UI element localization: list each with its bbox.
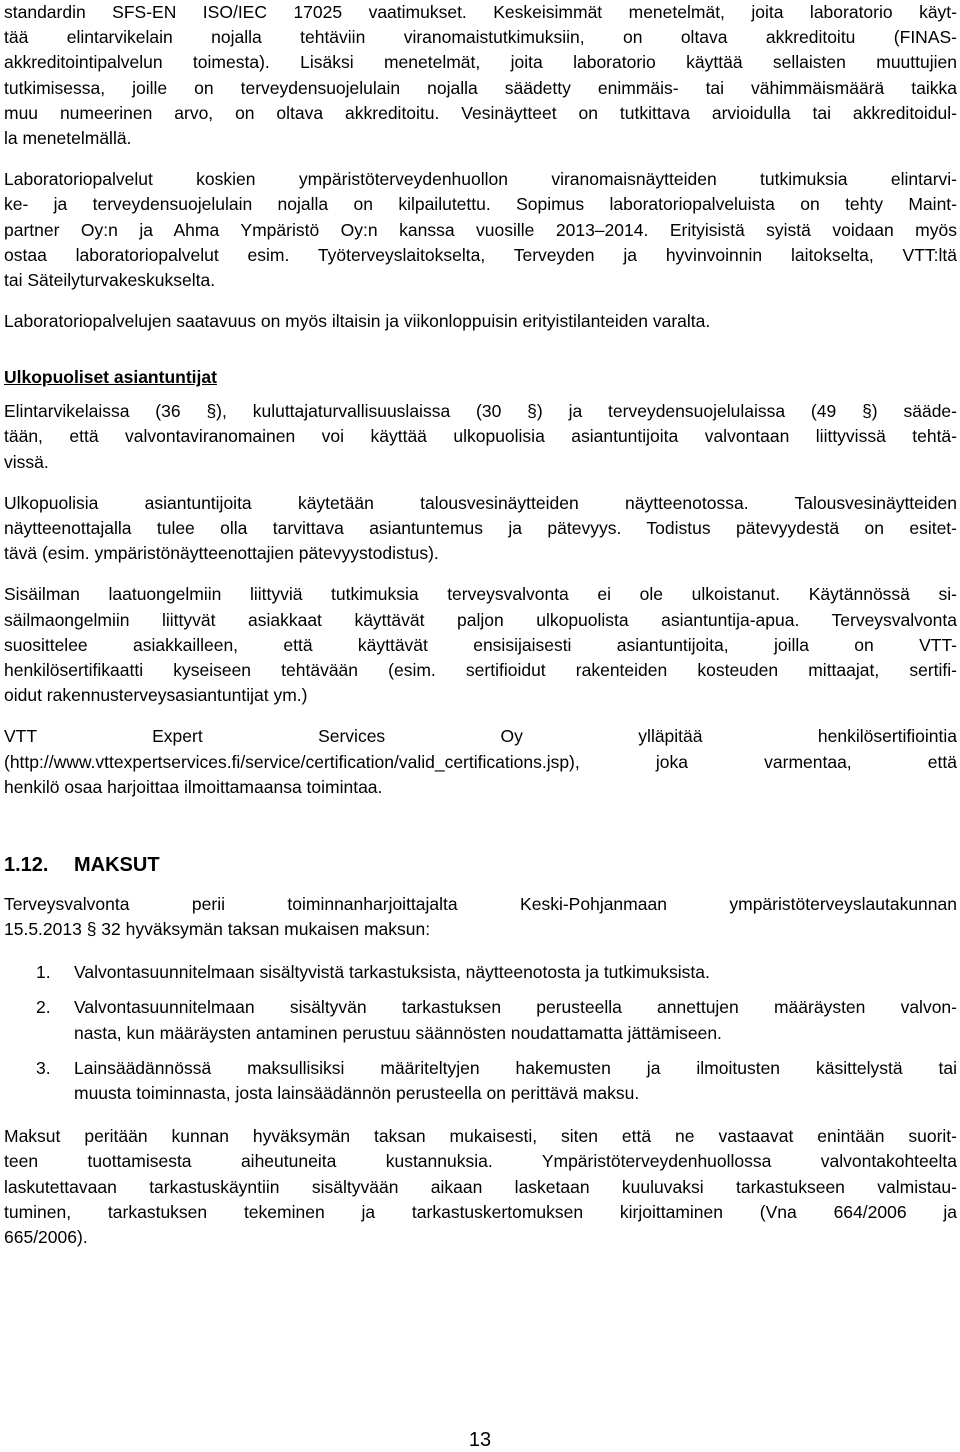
- text-line: henkilö osaa harjoittaa ilmoittamaansa toimintaa.: [4, 776, 383, 797]
- text-line: ke- ja terveydensuojelulain nojalla on kilpailutettu. Sopimus laboratoriopalveluista on tehty Maint-: [4, 194, 957, 215]
- text-line: teen tuottamisesta aiheutuneita kustannuksia. Ympäristöterveydenhuollossa valvontakohteelta: [4, 1151, 957, 1172]
- list-item: [4, 960, 957, 985]
- text-line: suosittelee asiakkailleen, että käyttävät ensisijaisesti asiantuntijoita, joilla on VTT-: [4, 634, 957, 655]
- list-number: 3.: [36, 1057, 51, 1078]
- text-line: tai Säteilyturvakeskukselta.: [4, 269, 216, 290]
- text-line: Ulkopuolisia asiantuntijoita käytetään talousvesinäytteiden näytteenotossa. Talousvesinäytteiden: [4, 492, 957, 513]
- text-line: tutkimisessa, joille on terveydensuojelulain nojalla säädetty enimmäis- tai vähimmäismäärä taikka: [4, 77, 957, 98]
- text-line: Terveysvalvonta perii toiminnanharjoittajalta Keski-Pohjanmaan ympäristöterveyslautakunnan: [4, 893, 957, 914]
- paragraph-indoor-air: [4, 582, 957, 708]
- list-item: [4, 995, 957, 1045]
- list-number: 1.: [36, 962, 51, 983]
- paragraph-fee-intro: [4, 892, 957, 942]
- list-item: [4, 1056, 957, 1106]
- text-line: 665/2006).: [4, 1226, 88, 1247]
- text-line: 15.5.2013 § 32 hyväksymän taksan mukaisen maksun:: [4, 919, 431, 940]
- paragraph-water-sampling: [4, 491, 957, 567]
- paragraph-lab-services: [4, 167, 957, 293]
- text-line: vissä.: [4, 451, 49, 472]
- paragraph-availability: [4, 309, 957, 334]
- text-line: muusta toiminnasta, josta lainsäädännön perusteella on perittävä maksu.: [74, 1083, 640, 1103]
- section-heading-fees: [4, 851, 957, 879]
- text-line: näytteenottajalla tulee olla tarvittava asiantuntemus ja pätevyys. Todistus pätevyydestä on esitet-: [4, 518, 957, 538]
- text-line: säilmaongelmiin liittyvät asiakkaat käyttävät paljon ulkopuolista asiantuntija-apua. Terveysvalvonta: [4, 609, 957, 630]
- text-line: la menetelmällä.: [4, 127, 132, 148]
- fee-list: [4, 960, 957, 1106]
- text-line: Laboratoriopalvelut koskien ympäristöterveydenhuollon viranomaisnäytteiden tutkimuksia elintarvi-: [4, 169, 957, 190]
- text-line: Valvontasuunnitelmaan sisältyvän tarkastuksen perusteella annettujen määräysten valvon-: [74, 997, 957, 1018]
- section-heading-external-experts: Ulkopuoliset asiantuntijat: [4, 367, 217, 388]
- text-line: Laboratoriopalvelujen saatavuus on myös iltaisin ja viikonloppuisin erityistilanteiden varalta.: [4, 311, 711, 332]
- text-line: laskutettavaan tarkastuskäyntiin sisältyvään aikaan lasketaan kuuluvaksi tarkastukseen valmistau-: [4, 1176, 957, 1197]
- section-title: MAKSUT: [74, 853, 160, 876]
- paragraph-fee-details: [4, 1124, 957, 1250]
- paragraph-accreditation: [4, 0, 957, 151]
- list-number: 2.: [36, 997, 51, 1018]
- text-line: tää elintarvikelain nojalla tehtäviin viranomaistutkimuksiin, on oltava akkreditoitu (FINAS-: [4, 27, 957, 48]
- page-number: 13: [468, 1429, 492, 1451]
- text-line: Maksut peritään kunnan hyväksymän taksan mukaisesti, siten että ne vastaavat enintään suorit-: [4, 1126, 957, 1147]
- text-line: muu numeerinen arvo, on oltava akkreditoitu. Vesinäytteet on tutkittava arvioidulla tai akkreditoidul-: [4, 102, 957, 123]
- paragraph-legal-basis: [4, 399, 957, 475]
- text-line: ostaa laboratoriopalvelut esim. Työterveyslaitokselta, Terveyden ja hyvinvoinnin laitokselta, VTT:ltä: [4, 244, 957, 265]
- paragraph-vtt-certification: [4, 724, 957, 800]
- text-line: tään, että valvontaviranomainen voi käyttää ulkopuolisia asiantuntijoita valvontaan liittyvissä tehtä-: [4, 426, 957, 447]
- document-page: [4, 0, 957, 1250]
- text-line: tuminen, tarkastuksen tekeminen ja tarkastuskertomuksen kirjoittaminen (Vna 664/2006 ja: [4, 1201, 957, 1222]
- text-line: tävä (esim. ympäristönäytteenottajien pätevyystodistus).: [4, 543, 439, 564]
- text-line: VTT Expert Services Oy ylläpitää henkilösertifiointia: [4, 726, 957, 747]
- text-line: Valvontasuunnitelmaan sisältyvistä tarkastuksista, näytteenotosta ja tutkimuksista.: [74, 962, 710, 983]
- text-line: standardin SFS-EN ISO/IEC 17025 vaatimukset. Keskeisimmät menetelmät, joita laboratorio käyt-: [4, 2, 957, 22]
- text-line: oidut rakennusterveysasiantuntijat ym.): [4, 685, 308, 706]
- text-line: henkilösertifikaatti kyseiseen tehtävään (esim. sertifioidut rakenteiden kosteuden mittaajat, sertifi-: [4, 659, 957, 680]
- text-line: Sisäilman laatuongelmiin liittyviä tutkimuksia terveysvalvonta ei ole ulkoistanut. Käytännössä si-: [4, 584, 957, 605]
- text-line: nasta, kun määräysten antaminen perustuu säännösten noudattamatta jättämiseen.: [74, 1022, 722, 1043]
- text-line: Elintarvikelaissa (36 §), kuluttajaturvallisuuslaissa (30 §) ja terveydensuojelulaissa (49 §) sääde-: [4, 401, 957, 422]
- text-line: Lainsäädännössä maksullisiksi määriteltyjen hakemusten ja ilmoitusten käsittelystä tai: [74, 1057, 957, 1078]
- section-number: 1.12.: [4, 853, 49, 876]
- certification-link-line: (http://www.vttexpertservices.fi/service/certification/valid_certifications.jsp), joka varmentaa, että: [4, 751, 957, 772]
- text-line: akkreditointipalvelun toimesta). Lisäksi menetelmät, joita laboratorio käyttää sellaisten muuttujien: [4, 52, 957, 73]
- text-line: partner Oy:n ja Ahma Ympäristö Oy:n kanssa vuosille 2013–2014. Erityisistä syistä voidaan myös: [4, 219, 957, 240]
